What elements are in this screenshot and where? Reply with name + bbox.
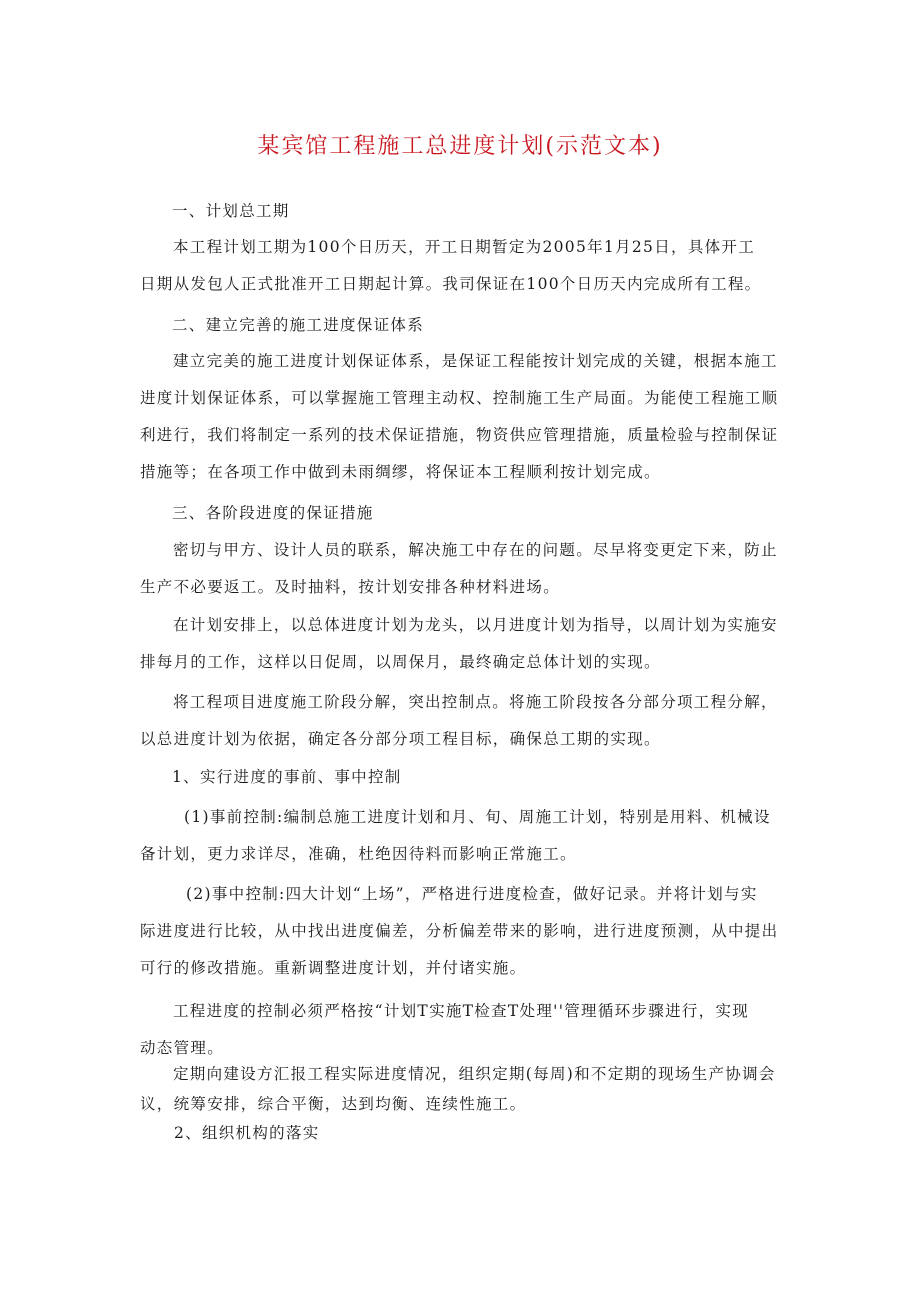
paragraph-planning: 在计划安排上，以总体进度计划为龙头，以月进度计划为指导，以周计划为实施安 排每月的工作，这样以日促周，以周保月，最终确定总体计划的实现。 xyxy=(140,616,778,671)
paragraph-decomposition: 将工程项目进度施工阶段分解，突出控制点。将施工阶段按各分部分项工程分解， 以总进度计划为依据，确定各分部分项工程目标，确保总工期的实现。 xyxy=(140,693,778,748)
paragraph-report: 定期向建设方汇报工程实际进度情况，组织定期(每周)和不定期的现场生产协调会 议，统筹安排，综合平衡，达到均衡、连续性施工。 xyxy=(140,1065,776,1113)
section-heading-3: 三、各阶段进度的保证措施 xyxy=(172,504,374,522)
paragraph-pre-control: (1)事前控制:编制总施工进度计划和月、旬、周施工计划，特别是用料、机械设 备计划，更力求详尽，准确，杜绝因待料而影响正常施工。 xyxy=(140,808,771,863)
section-heading-2: 二、建立完善的施工进度保证体系 xyxy=(172,316,425,334)
section-heading-1: 一、计划总工期 xyxy=(172,202,290,220)
subsection-heading-1: 1、实行进度的事前、事中控制 xyxy=(172,768,402,786)
paragraph-guarantee-system: 建立完美的施工进度计划保证体系，是保证工程能按计划完成的关键，根据本施工 进度计划保证体系，可以掌握施工管理主动权、控制施工生产局面。为能使工程施工顺 利进行，我们将制定一系列的技术保证措施，物资供应管理措施，质量检验与控制保证 措施等；在各项工作中做到未雨绸缪，将保证本工程顺利按计划完成。 xyxy=(140,352,779,481)
subsection-heading-2: 2、组织机构的落实 xyxy=(174,1124,320,1142)
paragraph-schedule: 本工程计划工期为100个日历天，开工日期暂定为2005年1月25日，具体开工 日期从发包人正式批准开工日期起计算。我司保证在100个日历天内完成所有工程。 xyxy=(140,238,762,293)
paragraph-coordination: 密切与甲方、设计人员的联系，解决施工中存在的问题。尽早将变更定下来，防止 生产不必要返工。及时抽料，按计划安排各种材料进场。 xyxy=(140,541,778,596)
paragraph-in-process-control: (2)事中控制:四大计划“上场”，严格进行进度检查，做好记录。并将计划与实 际进度进行比较，从中找出进度偏差，分析偏差带来的影响，进行进度预测，从中提出 可行的修改措施。重新调整进度计划，并付诸实施。 xyxy=(140,885,779,977)
paragraph-control-cycle: 工程进度的控制必须严格按“计划T实施T检查T处理''管理循环步骤进行，实现 动态管理。 xyxy=(140,1002,750,1057)
page-title: 某宾馆工程施工总进度计划(示范文本) xyxy=(257,134,663,159)
